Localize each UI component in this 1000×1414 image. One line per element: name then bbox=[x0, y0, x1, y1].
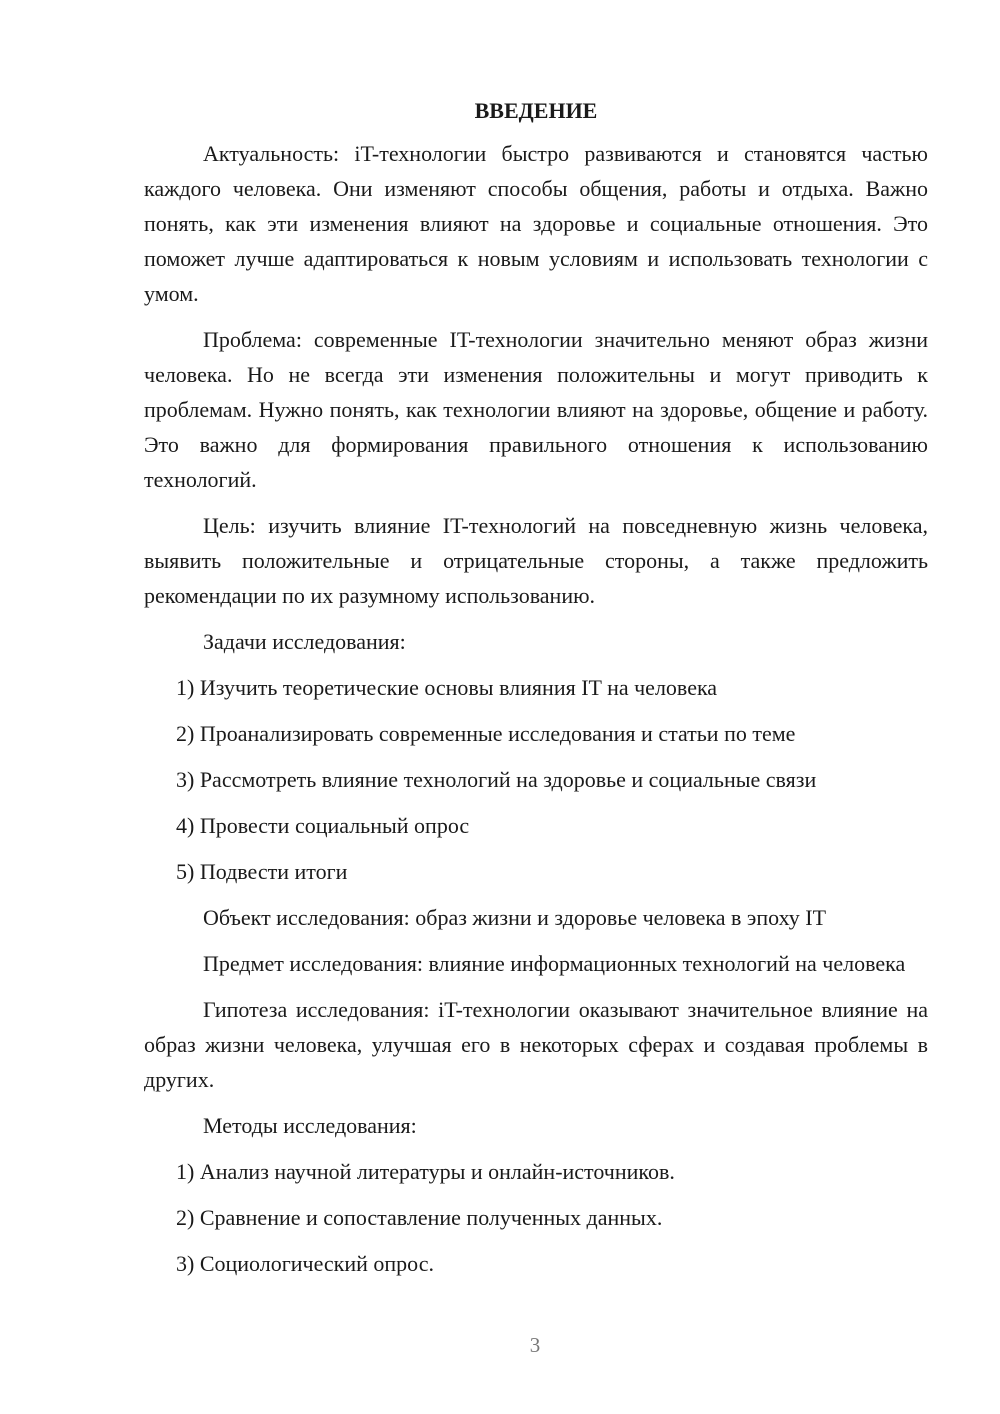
problem-paragraph: Проблема: современные IT-технологии значительно меняют образ жизни человека. Но не всегда эти изменения положительны и могут приводить к проблемам. Нужно понять, как технологии влияют на здоровье, общение и работу. Это важно для формирования правильного отношения к использованию технологий. bbox=[144, 327, 928, 492]
hypothesis-paragraph: Гипотеза исследования: iT-технологии оказывают значительное влияние на образ жизни человека, улучшая его в некоторых сферах и создавая проблемы в других. bbox=[144, 997, 928, 1092]
document-page bbox=[144, 96, 928, 1281]
method-item: 2) Сравнение и сопоставление полученных данных. bbox=[176, 1205, 663, 1230]
relevance-paragraph: Актуальность: iT-технологии быстро развиваются и становятся частью каждого человека. Они изменяют способы общения, работы и отдыха. Важно понять, как эти изменения влияют на здоровье и социальные отношения. Это поможет лучше адаптироваться к новым условиям и использовать технологии с умом. bbox=[144, 141, 928, 306]
task-item: 4) Провести социальный опрос bbox=[176, 813, 470, 838]
goal-paragraph: Цель: изучить влияние IT-технологий на повседневную жизнь человека, выявить положительные и отрицательные стороны, а также предложить рекомендации по их разумному использованию. bbox=[144, 513, 928, 608]
page-number: 3 bbox=[529, 1333, 541, 1357]
subject-paragraph: Предмет исследования: влияние информационных технологий на человека bbox=[203, 951, 906, 976]
methods-heading: Методы исследования: bbox=[203, 1113, 417, 1138]
object-paragraph: Объект исследования: образ жизни и здоровье человека в эпоху IT bbox=[203, 905, 827, 930]
task-item: 1) Изучить теоретические основы влияния IT на человека bbox=[176, 675, 718, 700]
method-item: 1) Анализ научной литературы и онлайн-источников. bbox=[176, 1159, 675, 1184]
method-item: 3) Социологический опрос. bbox=[176, 1251, 434, 1276]
task-item: 5) Подвести итоги bbox=[176, 859, 348, 884]
task-item: 2) Проанализировать современные исследования и статьи по теме bbox=[176, 721, 796, 746]
tasks-heading: Задачи исследования: bbox=[203, 629, 406, 654]
task-item: 3) Рассмотреть влияние технологий на здоровье и социальные связи bbox=[176, 767, 817, 792]
section-title: ВВЕДЕНИЕ bbox=[474, 98, 598, 123]
